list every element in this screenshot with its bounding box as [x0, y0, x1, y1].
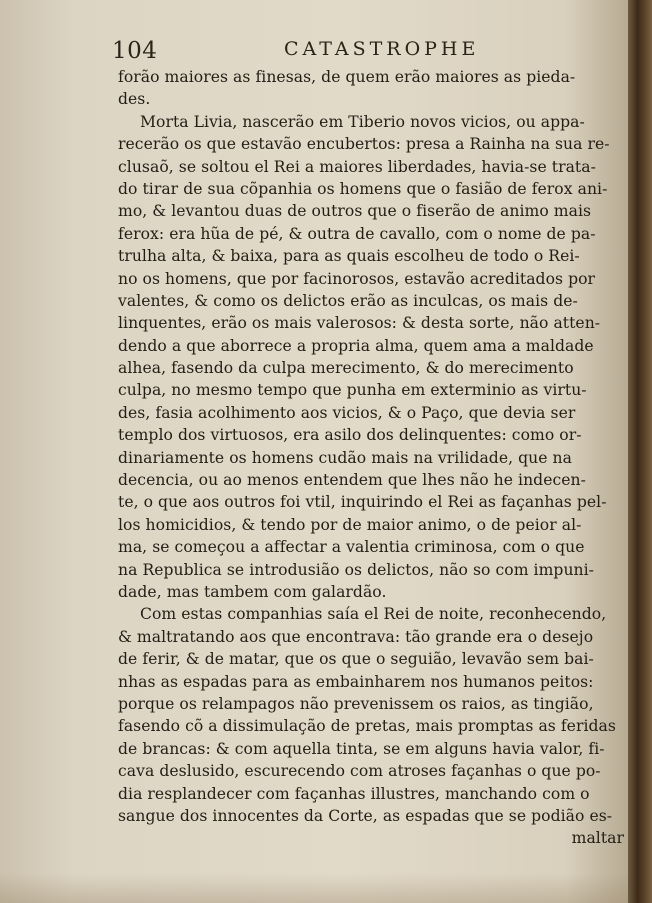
text-line: no os homens, que por facinorosos, estavão acreditados por: [118, 269, 596, 288]
text-line: ma, se começou a affectar a valentia criminosa, com o que: [118, 538, 585, 557]
text-line: culpa, no mesmo tempo que punha em exterminio as virtu-: [118, 381, 587, 400]
page-edge-shadow: [0, 873, 628, 903]
book-spine: [628, 0, 652, 903]
text-line: dinariamente os homens cudão mais na vrilidade, que na: [118, 448, 572, 467]
text-line: alhea, fasendo da culpa merecimento, & do merecimento: [118, 359, 574, 378]
text-line: trulha alta, & baixa, para as quais escolheu de todo o Rei-: [118, 247, 580, 266]
text-line: decencia, ou ao menos entendem que lhes não he indecen-: [118, 471, 586, 490]
text-line: Com estas companhias saía el Rei de noite, reconhecendo,: [140, 605, 607, 624]
page-header: [112, 36, 612, 66]
text-line: sangue dos innocentes da Corte, as espadas que se podião es-: [118, 806, 613, 825]
text-line: mo, & levantou duas de outros que o fiserão de animo mais: [118, 202, 592, 221]
text-line: na Republica se introdusião os delictos, não so com impuni-: [118, 560, 595, 579]
text-line: Morta Livia, nascerão em Tiberio novos vicios, ou appa-: [140, 112, 585, 131]
catchword: maltar: [571, 829, 624, 848]
text-line: fasendo cõ a dissimulação de pretas, mais promptas as feridas: [118, 717, 616, 736]
running-title: CATASTROPHE: [284, 38, 480, 60]
text-line: recerão os que estavão encubertos: presa a Rainha na sua re-: [118, 135, 610, 154]
text-line: linquentes, erão os mais valerosos: & desta sorte, não atten-: [118, 314, 601, 333]
text-line: te, o que aos outros foi vtil, inquirindo el Rei as façanhas pel-: [118, 493, 607, 512]
text-line: dade, mas tambem com galardão.: [118, 582, 387, 601]
body-text: [118, 66, 626, 850]
text-line: los homicidios, & tendo por de maior animo, o de peior al-: [118, 515, 582, 534]
text-line: templo dos virtuosos, era asilo dos delinquentes: como or-: [118, 426, 582, 445]
text-line: de ferir, & de matar, que os que o seguião, levavão sem bai-: [118, 650, 594, 669]
text-line: ferox: era hũa de pé, & outra de cavallo, com o nome de pa-: [118, 224, 596, 243]
text-line: cava deslusido, escurecendo com atroses façanhas o que po-: [118, 762, 601, 781]
text-line: valentes, & como os delictos erão as inculcas, os mais de-: [118, 291, 578, 310]
text-line: forão maiores as finesas, de quem erão maiores as pieda-: [118, 68, 576, 86]
text-line: de brancas: & com aquella tinta, se em alguns havia valor, fi-: [118, 739, 605, 758]
text-line: des, fasia acolhimento aos vicios, & o Paço, que devia ser: [118, 403, 576, 422]
text-line: dendo a que aborrece a propria alma, quem ama a maldade: [118, 336, 594, 355]
text-line: porque os relampagos não prevenissem os raios, as tingião,: [118, 694, 594, 713]
text-line: clusaõ, se soltou el Rei a maiores liberdades, havia-se trata-: [118, 157, 596, 176]
text-line: des.: [118, 90, 151, 109]
text-line: dia resplandecer com façanhas illustres, manchando com o: [118, 784, 590, 803]
page-number: 104: [112, 38, 158, 64]
text-line: & maltratando aos que encontrava: tão grande era o desejo: [118, 627, 594, 646]
text-line: nhas as espadas para as embainharem nos humanos peitos:: [118, 672, 594, 691]
text-line: do tirar de sua cõpanhia os homens que o fasião de ferox ani-: [118, 179, 608, 198]
